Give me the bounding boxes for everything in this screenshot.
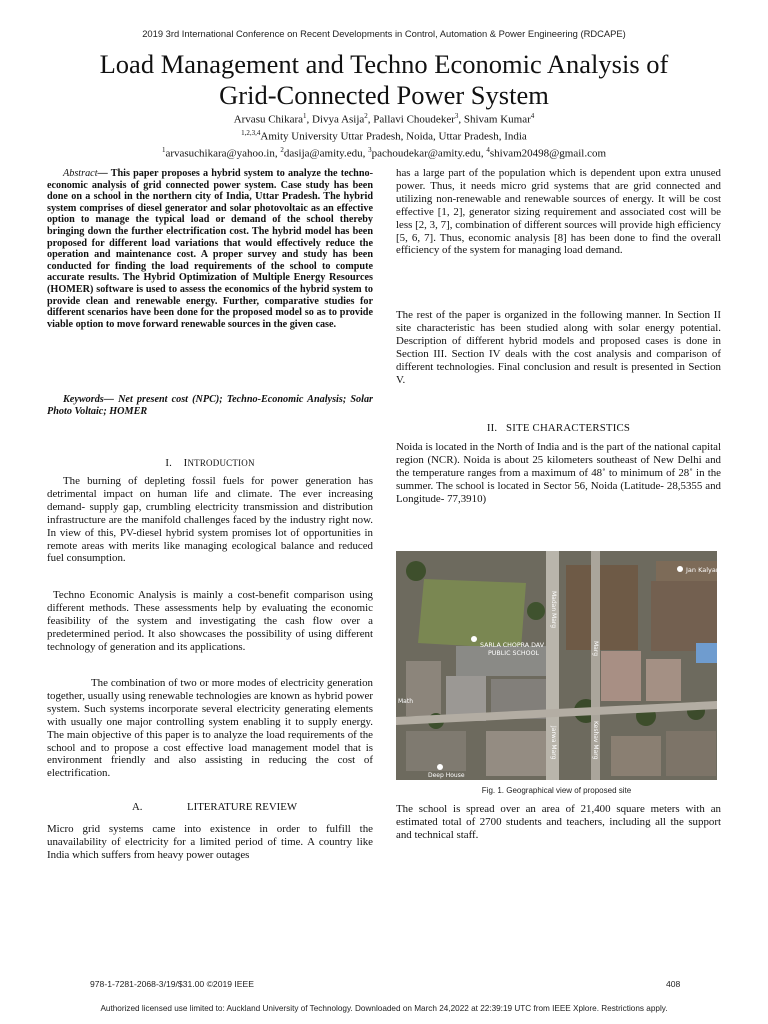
abstract-label: Abstract [63,168,98,179]
map-label-road: Madan Marg [550,591,557,629]
author-name: Shivam Kumar [463,113,531,126]
author-email[interactable]: dasija@amity.edu [283,147,363,160]
paragraph-text: Techno Economic Analysis is mainly a cost-benefit comparison using different methods. These assessments help by evaluating the economic feasibility of the system and investigating the cash flow over a predetermined period. It also showcases the possibility of using different technology of generation and its applications. [47,589,373,653]
abstract-dash: — [97,168,108,179]
paragraph-text: has a large part of the population which is dependent upon extra unused power. Thus, it needs micro grid systems that are grid connected and utilizing non-renewable and renewable sources of energy. It will be cost effective [1, 2], generator sizing requirement and associated cost will be less [2, 3, 7], combination of different sources will provide high efficiency [5, 6, 7]. Thus, economic analysis [8] has been done to find the overall efficiency of the system for managing load demand. [396,167,721,257]
pool [696,643,717,663]
map-label-school: PUBLIC SCHOOL [488,650,540,657]
author-name: Arvasu Chikara [233,113,304,126]
paragraph-text: The rest of the paper is organized in the following manner. In Section II site characteristic has been studied along with solar energy potential. Description of different hybrid models and proposed cases is done in Section III. Section IV deals with the cost analysis and comparison of different technologies. Final conclusion and result is presented in Section V. [396,309,721,386]
intro-paragraph-3 [47,677,373,780]
empty-plot [566,565,638,650]
map-label-road: Marg [592,641,599,657]
site-paragraph-1 [396,441,721,506]
author-mark: 1 [303,112,307,120]
paper-title-line-1: Load Management and Techno Economic Analysis of [99,49,669,79]
figure-caption: Fig. 1. Geographical view of proposed site [481,786,632,795]
email-mark: 2 [280,146,284,155]
license-notice: Authorized licensed use limited to: Auckland University of Technology. Downloaded on March 24,2022 at 22:39:19 UTC from IEEE Xplore. Restrictions apply. [100,1004,668,1013]
intro-paragraph-2 [47,589,373,654]
footer-isbn: 978-1-7281-2068-3/19/$31.00 ©2019 IEEE [90,979,255,989]
email-list: $^1$arvasuchikara@yahoo.in, $^2$dasija@amity.edu, $^3$pachoudekar@amity.edu, $^4$shivam20498@gmail.com [161,146,607,160]
page-number: 408 [666,979,681,989]
literature-paragraph-1 [47,823,373,862]
section-title-rest: NTRODUCTION [187,458,255,468]
author-email[interactable]: shivam20498@gmail.com [489,147,607,160]
author-mark: 4 [530,112,535,120]
empty-plot [651,581,717,651]
intro-paragraph-1 [47,475,373,565]
author-name: Pallavi Choudeker [373,113,455,126]
author-email[interactable]: arvasuchikara@yahoo.in [165,147,275,160]
affiliation-mark: 1,2,3,4 [241,129,261,138]
map-label-poi: Jan Kalyan Trust [686,566,738,574]
section-title-initial: I [183,457,188,469]
section-heading-introduction [47,457,373,470]
site-map-image [396,551,738,780]
section-title: SITE CHARACTERSTICS [506,422,631,434]
author-mark: 3 [454,112,459,120]
author-block [0,110,768,161]
map-label-road: Keshav Marg [592,721,599,760]
map-label-road: Jarwa Marg [550,726,557,760]
paper-title-line-2: Grid-Connected Power System [219,80,549,110]
paragraph-text: The burning of depleting fossil fuels for power generation has detrimental impact on human life and climate. The ever increasing demand- supply gap, crumbling electricity transmission and distribution infrastructure are the manifold challenges faced by the industry right now. In view of this, PV-diesel hybrid system promises lot of opportunities in remote areas with merits like managing ecological balance and reduced fuel consumption. [47,475,373,565]
right-paragraph-1 [396,167,721,257]
map-label-school: SARLA CHOPRA DAV [480,642,545,649]
conference-header: 2019 3rd International Conference on Recent Developments in Control, Automation & Power Engineering (RDCAPE) [142,28,626,39]
keywords-label: Keywords [63,394,104,405]
keywords-text: Net present cost (NPC); Techno-Economic Analysis; Solar Photo Voltaic; HOMER [47,394,373,417]
site-paragraph-2 [396,803,721,842]
map-label-place: Math [398,698,414,705]
right-paragraph-2 [396,309,721,386]
author-name: Divya Asija [312,113,365,126]
satellite-map [396,551,738,780]
affiliation [0,127,768,144]
paragraph-text: Micro grid systems came into existence in order to fulfill the unavailability of electricity for a limited period of time. A country like India which suffers from heavy power outages [47,823,373,861]
keywords-dash: — [103,394,114,405]
author-mark: 2 [364,112,368,120]
paper-title [30,49,738,111]
email-mark: 3 [368,146,372,155]
subsection-number: A. [132,801,143,813]
paragraph-text: The school is spread over an area of 21,400 square meters with an estimated total of 2700 students and teachers, including all the support and technical staff. [396,803,721,841]
keywords [47,394,373,417]
email-mark: 4 [486,146,490,155]
paragraph-text: Noida is located in the North of India and is the part of the national capital region (NCR). Noida is about 25 kilometers southeast of New Delhi and the temperature ranges from a maximum of 48˚ to minimum of 28˚ in the summer. The school is located in Sector 56, Noida (Latitude- 28,5355 and Longitude- 77,3910) [396,441,721,505]
affiliation-text: Amity University Uttar Pradesh, Noida, Uttar Pradesh, India [260,130,527,143]
map-label-place: Deep House [428,772,465,779]
abstract-text: This paper proposes a hybrid system to analyze the techno-economic analysis of grid connected power system. Case study has been done on a school in the northern city of India, Uttar Pradesh. The hybrid system comprises of diesel generator and solar photovoltaic as an effective option to manage the typical load or demand of the school thereby bringing down the further electrification cost. The hybrid model has been proposed for different load variations that would effectively reduce the operation and maintenance cost. A proper survey and study has been conducted for finding the load requirements of the school to compute accurate results. The Hybrid Optimization of Multiple Energy Resources (HOMER) software is used to assess the economics of the hybrid system to provide clean and renewable energy. Further, comparative studies for different scenarios have been done for the proposed model so as to provide viable option to move forward renewable sources in the given case. [47,168,373,330]
section-number: II. [486,422,498,434]
section-number: I. [165,457,173,469]
house-marker-icon [437,764,443,770]
author-list: Arvasu Chikara$^1$, Divya Asija$^2$, Pallavi Choudeker$^3$, Shivam Kumar$^4$ [233,112,535,126]
email-mark: 1 [161,146,166,155]
abstract [47,168,373,330]
school-marker-icon [471,636,477,642]
paragraph-text: The combination of two or more modes of electricity generation together, usually using renewable technologies are known as hybrid power system. Such systems incorporate several electricity generating elements with usually one major controlling system enabling it to supply energy. The main objective of this paper is to analyze the load requirements of the school and to propose a cost effective load management model that is environment friendly and also assisting in reducing the cost of electrification. [47,677,373,780]
section-heading-site [396,422,721,435]
subsection-title: LITERATURE REVIEW [187,801,298,813]
poi-marker-icon [677,566,683,572]
author-email[interactable]: pachoudekar@amity.edu [371,147,481,160]
